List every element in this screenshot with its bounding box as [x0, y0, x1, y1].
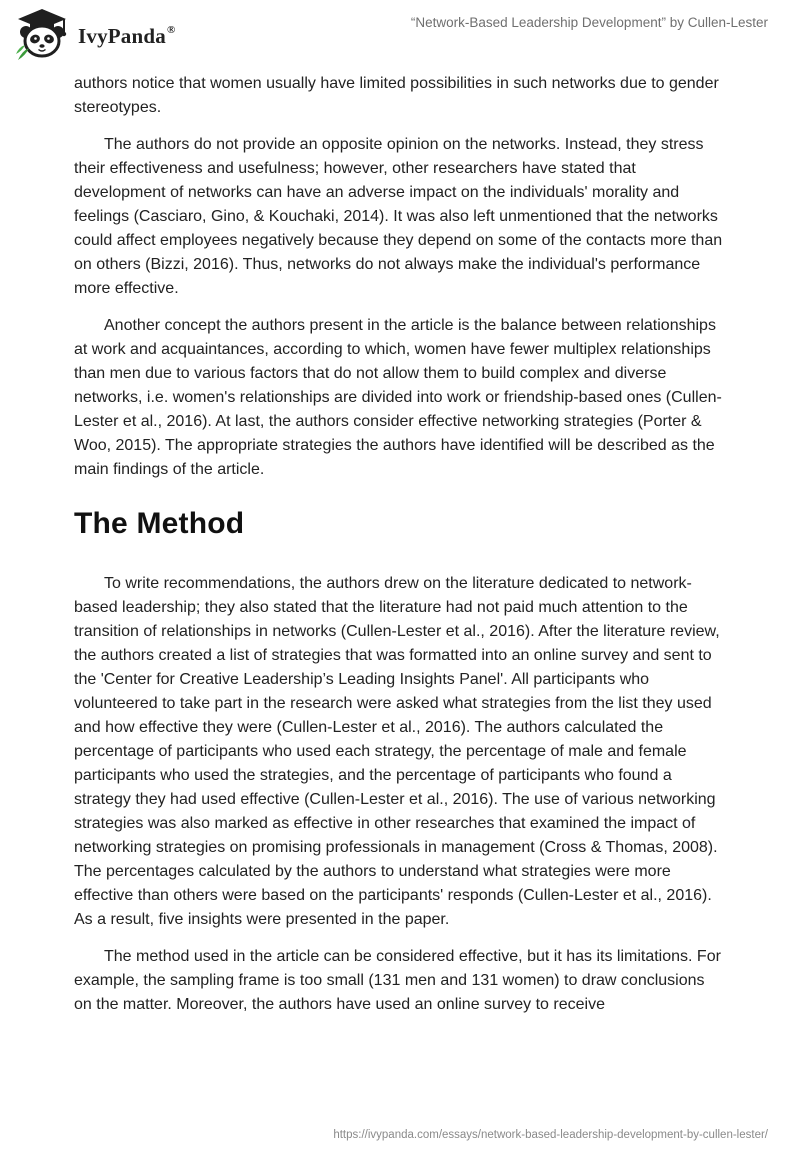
- brand-name: IvyPanda®: [78, 23, 176, 48]
- paragraph: The method used in the article can be considered effective, but it has its limitations. For example, the sampling frame is too small (131 men and 131 women) to draw conclusions on the matter. Moreover, the authors have used an online survey to receive: [74, 948, 721, 1013]
- paragraph: To write recommendations, the authors drew on the literature dedicated to network-based leadership; they also stated that the literature had not paid much attention to the transition of relationships in networks (Cullen-Lester et al., 2016). After the literature review, the authors created a list of strategies that was formatted into an online survey and sent to the 'Center for Creative Leadership’s Leading Insights Panel'. All participants who volunteered to take part in the research were asked what strategies from the list they used and how effective they were (Cullen-Lester et al., 2016). The authors calculated the percentage of participants who used each strategy, the percentage of male and female participants who used the strategies, and the percentage of participants who found a strategy they had used effective (Cullen-Lester et al., 2016). The use of various networking strategies was also marked as effective in other researches that examined the impact of networking strategies on promising professionals in management (Cross & Thomas, 2008). The percentages calculated by the authors to understand what strategies were more effective than others were based on the participants' responds (Cullen-Lester et al., 2016). As a result, five insights were presented in the paper.: [74, 575, 720, 928]
- document-title: “Network-Based Leadership Development” by Cullen-Lester: [410, 15, 768, 30]
- section-heading: The Method: [74, 507, 245, 540]
- page-header: [0, 0, 800, 70]
- source-url: https://ivypanda.com/essays/network-based-leadership-development-by-cullen-lester/: [333, 1129, 768, 1141]
- paragraph: authors notice that women usually have limited possibilities in such networks due to gender stereotypes.: [74, 75, 719, 116]
- panda-graduate-icon: [14, 8, 70, 60]
- paragraph: The authors do not provide an opposite opinion on the networks. Instead, they stress their effectiveness and usefulness; however, other researchers have stated that development of networks can have an adverse impact on the individuals' morality and feelings (Casciaro, Gino, & Kouchaki, 2014). It was also left unmentioned that the networks could affect employees negatively because they depend on some of the contacts more than on others (Bizzi, 2016). Thus, networks do not always make the individual's performance more effective.: [74, 136, 723, 297]
- essay-body: [74, 70, 726, 1030]
- ivypanda-logo[interactable]: [14, 8, 175, 60]
- paragraph: Another concept the authors present in the article is the balance between relationships at work and acquaintances, according to which, women have fewer multiplex relationships than men due to various factors that do not allow them to build complex and diverse networks, i.e. women's relationships are divided into work or friendship-based ones (Cullen-Lester et al., 2016). At last, the authors consider effective networking strategies (Porter & Woo, 2015). The appropriate strategies the authors have identified will be described as the main findings of the article.: [74, 317, 722, 478]
